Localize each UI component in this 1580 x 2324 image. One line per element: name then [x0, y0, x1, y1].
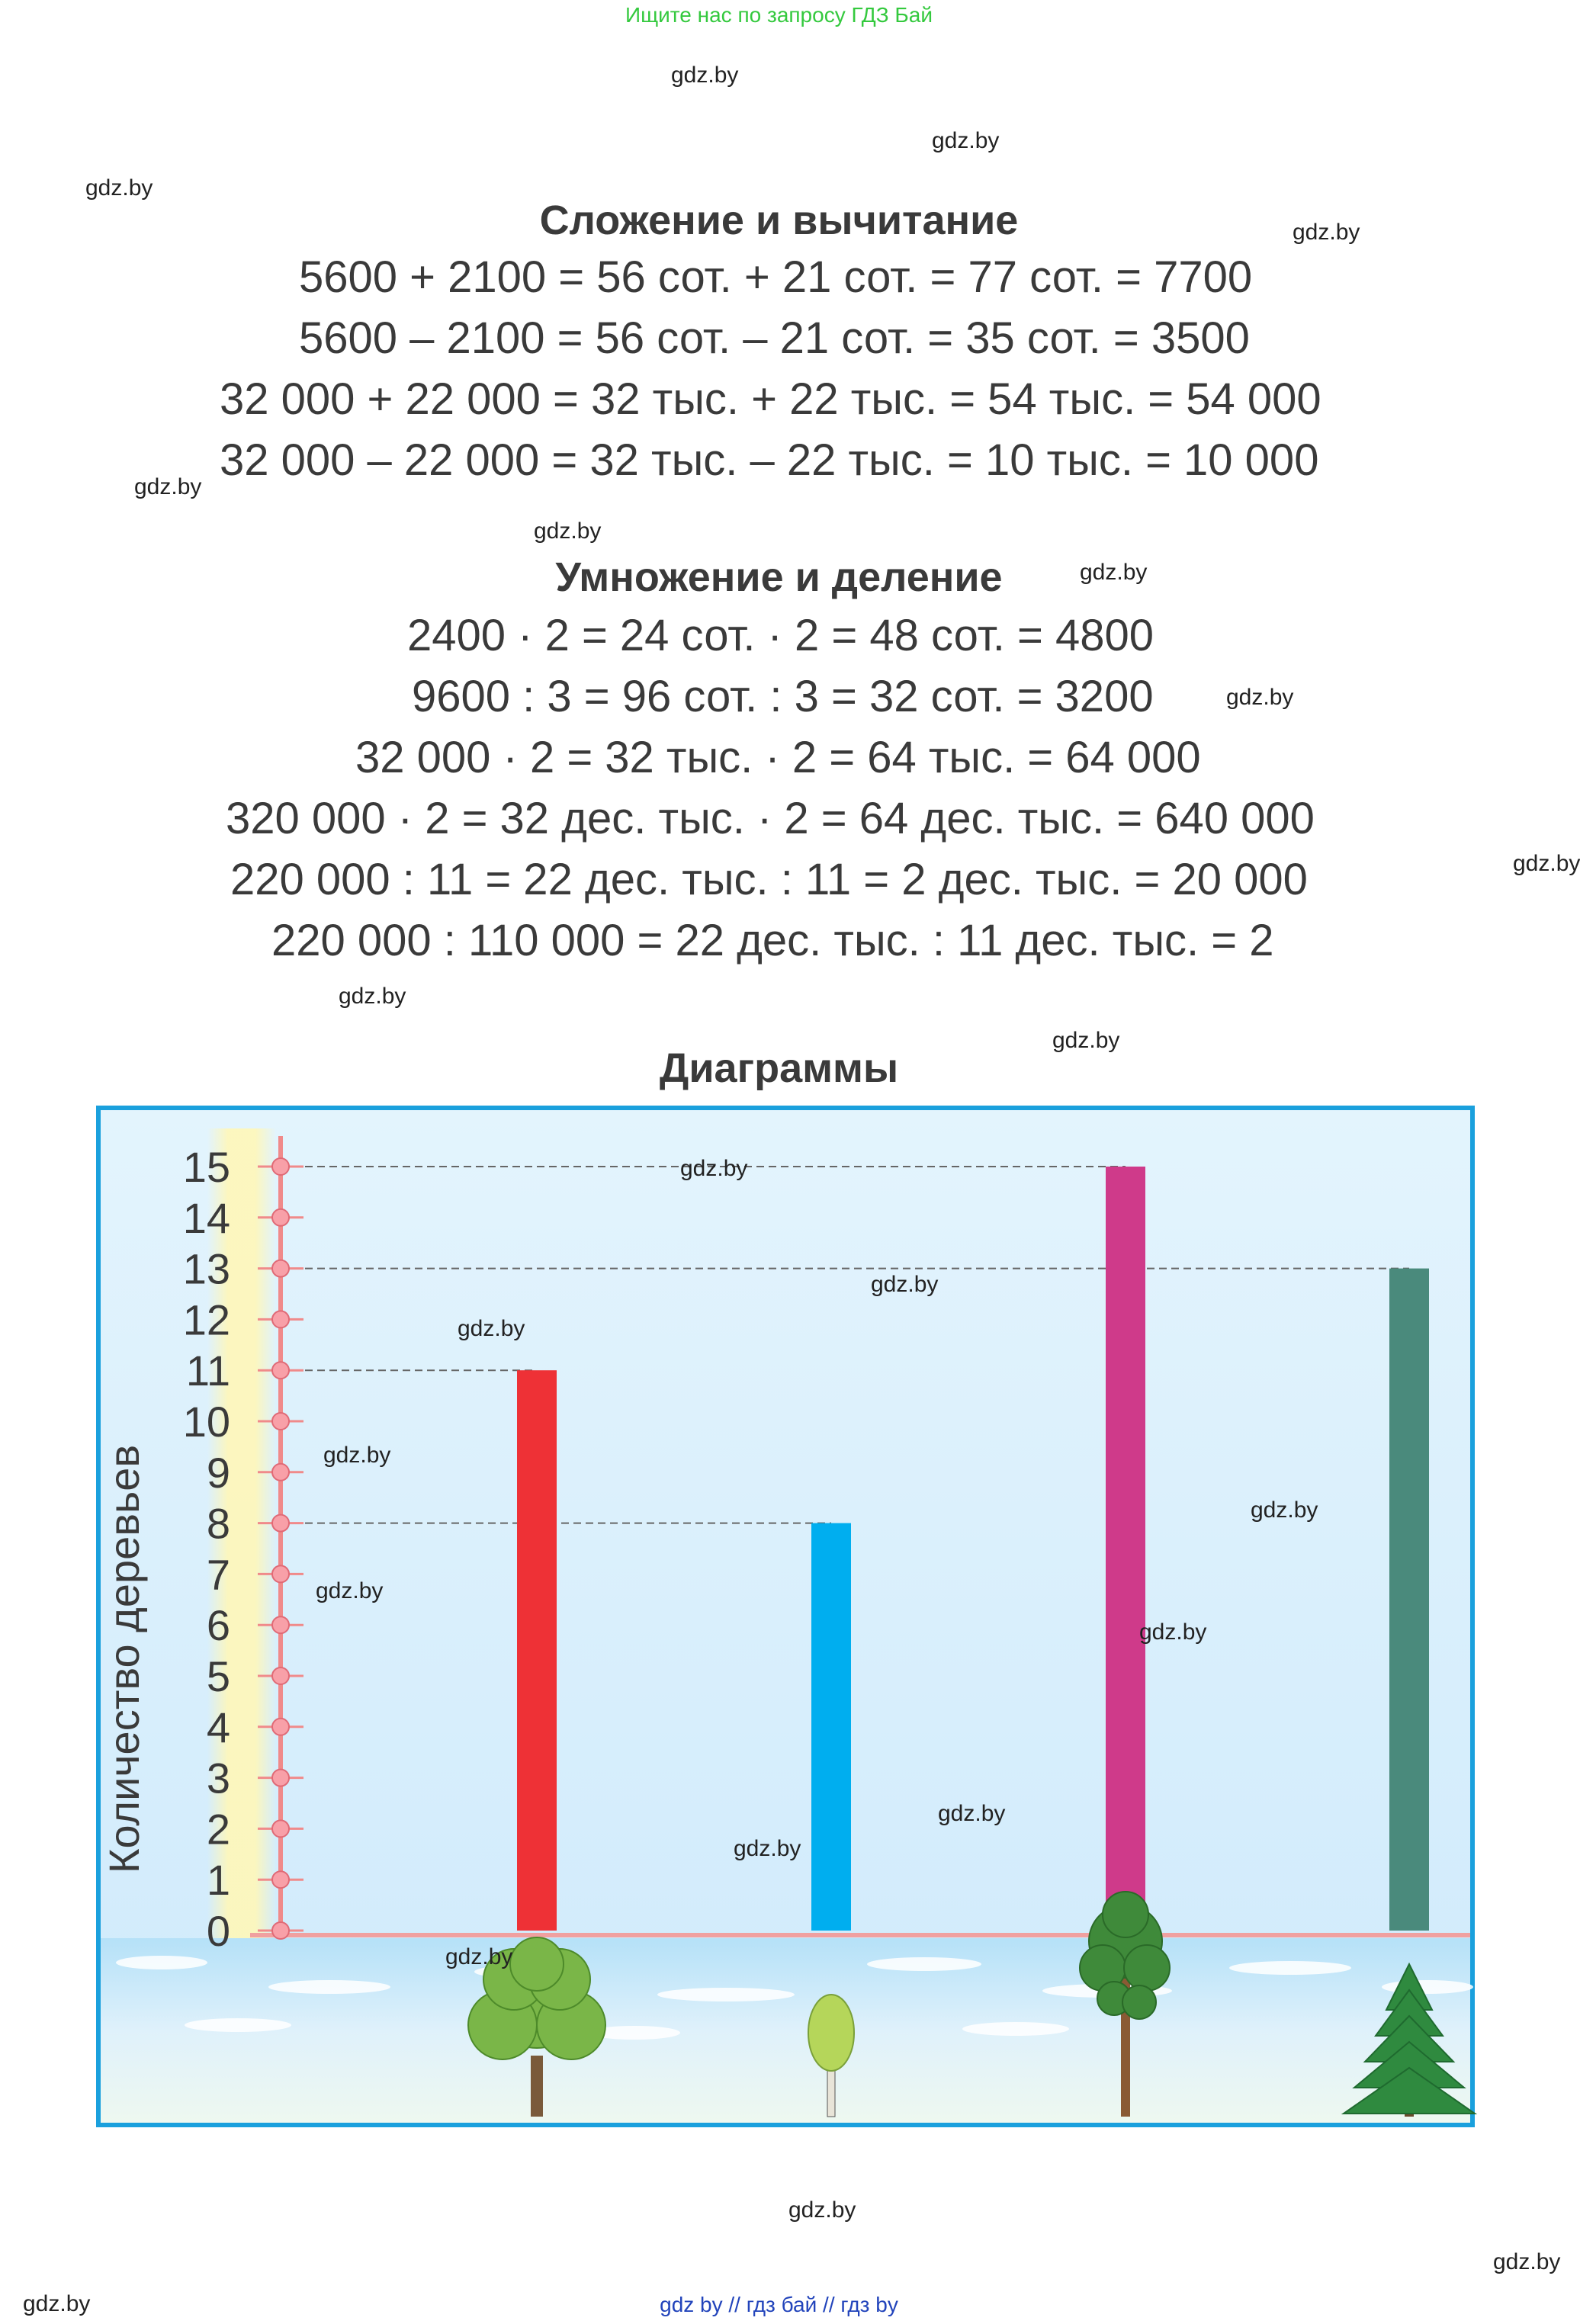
watermark: gdz.by [445, 1944, 513, 1969]
cloud [268, 1980, 390, 1994]
cloud [867, 1957, 981, 1971]
equation-line: 32 000 – 22 000 = 32 тыс. – 22 тыс. = 10 тыс. = 10 000 [220, 435, 1319, 485]
top-banner: Ищите нас по запросу ГДЗ Бай [625, 3, 933, 27]
y-tick-label: 5 [206, 1652, 230, 1700]
y-tick-label: 9 [206, 1448, 230, 1497]
y-tick-label: 0 [206, 1907, 230, 1955]
y-tick-dot [272, 1515, 289, 1532]
y-tick-label: 6 [206, 1601, 230, 1650]
y-tick-dot [272, 1871, 289, 1888]
watermark: gdz.by [671, 63, 739, 88]
y-tick-dot [272, 1260, 289, 1277]
y-tick-label: 2 [206, 1805, 230, 1854]
y-tick-label: 12 [182, 1295, 230, 1344]
y-tick-label: 8 [206, 1499, 230, 1548]
y-tick-label: 1 [206, 1856, 230, 1905]
y-tick-dot [272, 1719, 289, 1735]
chart-frame [96, 1106, 1475, 2127]
watermark: gdz.by [23, 2291, 91, 2316]
section-title-diagrams: Диаграммы [659, 1045, 899, 1091]
section-title-multiplication: Умножение и деление [555, 554, 1003, 600]
watermark: gdz.by [1226, 685, 1294, 710]
watermark: gdz.by [1493, 2249, 1561, 2274]
watermark: gdz.by [1080, 560, 1148, 585]
cloud [962, 2022, 1069, 2036]
y-tick-label: 7 [206, 1550, 230, 1599]
y-tick-label: 11 [185, 1347, 230, 1395]
footer-links: gdz by // гдз бай // гдз by [660, 2293, 898, 2316]
y-tick-label: 15 [182, 1143, 230, 1191]
bar-2 [811, 1523, 851, 1931]
watermark: gdz.by [1139, 1619, 1207, 1645]
equation-line: 5600 + 2100 = 56 сот. + 21 сот. = 77 сот. = 7700 [299, 252, 1253, 302]
watermark: gdz.by [458, 1316, 525, 1341]
watermark: gdz.by [339, 984, 406, 1009]
cloud [1229, 1961, 1351, 1975]
y-tick-dot [272, 1922, 289, 1939]
watermark: gdz.by [1513, 851, 1580, 876]
cloud [185, 2018, 291, 2032]
y-tick-dot [272, 1209, 289, 1226]
y-tick-dot [272, 1770, 289, 1786]
equation-line: 220 000 : 11 = 22 дес. тыс. : 11 = 2 дес. тыс. = 20 000 [230, 855, 1308, 904]
y-tick-dot [272, 1820, 289, 1837]
y-tick-dot [272, 1565, 289, 1582]
watermark: gdz.by [932, 128, 1000, 153]
y-tick-label: 3 [206, 1754, 230, 1802]
watermark: gdz.by [323, 1443, 391, 1468]
equation-line: 32 000 + 22 000 = 32 тыс. + 22 тыс. = 54 тыс. = 54 000 [220, 374, 1321, 424]
equation-line: 32 000 · 2 = 32 тыс. · 2 = 64 тыс. = 64 000 [355, 733, 1201, 782]
y-tick-dot [272, 1616, 289, 1633]
y-tick-dot [272, 1362, 289, 1379]
watermark: gdz.by [134, 474, 202, 499]
watermark: gdz.by [788, 2197, 856, 2223]
y-tick-label: 13 [182, 1244, 230, 1293]
bar-1 [517, 1370, 557, 1931]
y-tick-dot [272, 1311, 289, 1327]
equation-line: 5600 – 2100 = 56 сот. – 21 сот. = 35 сот. = 3500 [299, 313, 1250, 363]
watermark: gdz.by [85, 175, 153, 201]
watermark: gdz.by [534, 518, 602, 544]
y-tick-label: 14 [182, 1193, 230, 1242]
equation-line: 220 000 : 110 000 = 22 дес. тыс. : 11 дес. тыс. = 2 [271, 916, 1274, 965]
y-tick-label: 4 [206, 1703, 230, 1751]
section-title-addition: Сложение и вычитание [539, 197, 1019, 243]
watermark: gdz.by [734, 1836, 801, 1861]
watermark: gdz.by [1293, 220, 1360, 245]
watermark: gdz.by [938, 1801, 1006, 1826]
y-tick-dot [272, 1668, 289, 1684]
y-tick-dot [272, 1413, 289, 1430]
y-tick-dot [272, 1464, 289, 1481]
y-tick-dot [272, 1158, 289, 1175]
watermark: gdz.by [316, 1578, 384, 1603]
bar-3 [1106, 1167, 1145, 1931]
watermark: gdz.by [871, 1272, 939, 1297]
cloud [116, 1956, 207, 1969]
equation-line: 9600 : 3 = 96 сот. : 3 = 32 сот. = 3200 [412, 672, 1154, 721]
bar-4 [1389, 1269, 1429, 1931]
equation-line: 2400 · 2 = 24 сот. · 2 = 48 сот. = 4800 [407, 611, 1154, 660]
watermark: gdz.by [1052, 1028, 1120, 1053]
bar-chart [101, 1110, 1470, 2123]
y-axis-label: Количество деревьев [100, 1444, 148, 1874]
y-tick-label: 10 [182, 1398, 230, 1446]
watermark: gdz.by [1251, 1497, 1318, 1523]
watermark: gdz.by [680, 1156, 748, 1181]
equation-line: 320 000 · 2 = 32 дес. тыс. · 2 = 64 дес. тыс. = 640 000 [226, 794, 1315, 843]
cloud [657, 1988, 795, 2001]
